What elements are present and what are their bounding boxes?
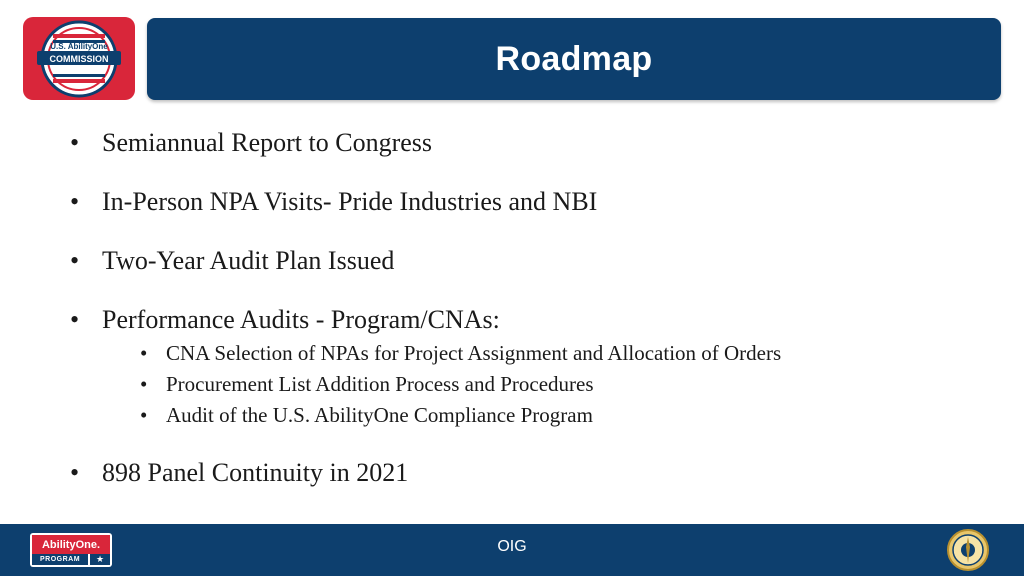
star-icon: ★: [90, 554, 110, 565]
sub-list-item: • Procurement List Addition Process and Procedures: [140, 372, 594, 396]
commission-seal-icon: [31, 20, 127, 98]
page-title: Roadmap: [495, 39, 653, 78]
title-bar: [147, 18, 1001, 100]
oig-seal-icon: [939, 528, 997, 572]
sub-list-item: • CNA Selection of NPAs for Project Assignment and Allocation of Orders: [140, 341, 782, 365]
list-item: • Semiannual Report to Congress: [70, 128, 433, 157]
list-item: • In-Person NPA Visits- Pride Industries and NBI: [70, 187, 598, 216]
list-item: • Performance Audits - Program/CNAs:: [70, 305, 500, 334]
footer-label: OIG: [497, 538, 527, 555]
list-item: • Two-Year Audit Plan Issued: [70, 246, 395, 275]
list-item: • 898 Panel Continuity in 2021: [70, 458, 409, 487]
commission-logo: [23, 17, 135, 100]
svg-text:U.S. AbilityOne: U.S. AbilityOne: [50, 41, 108, 51]
abilityone-program-logo: AbilityOne. PROGRAM ★: [30, 533, 112, 567]
footer-bar: [0, 524, 1024, 576]
svg-text:COMMISSION: COMMISSION: [49, 53, 109, 64]
sub-list-item: • Audit of the U.S. AbilityOne Compliance Program: [140, 403, 593, 427]
